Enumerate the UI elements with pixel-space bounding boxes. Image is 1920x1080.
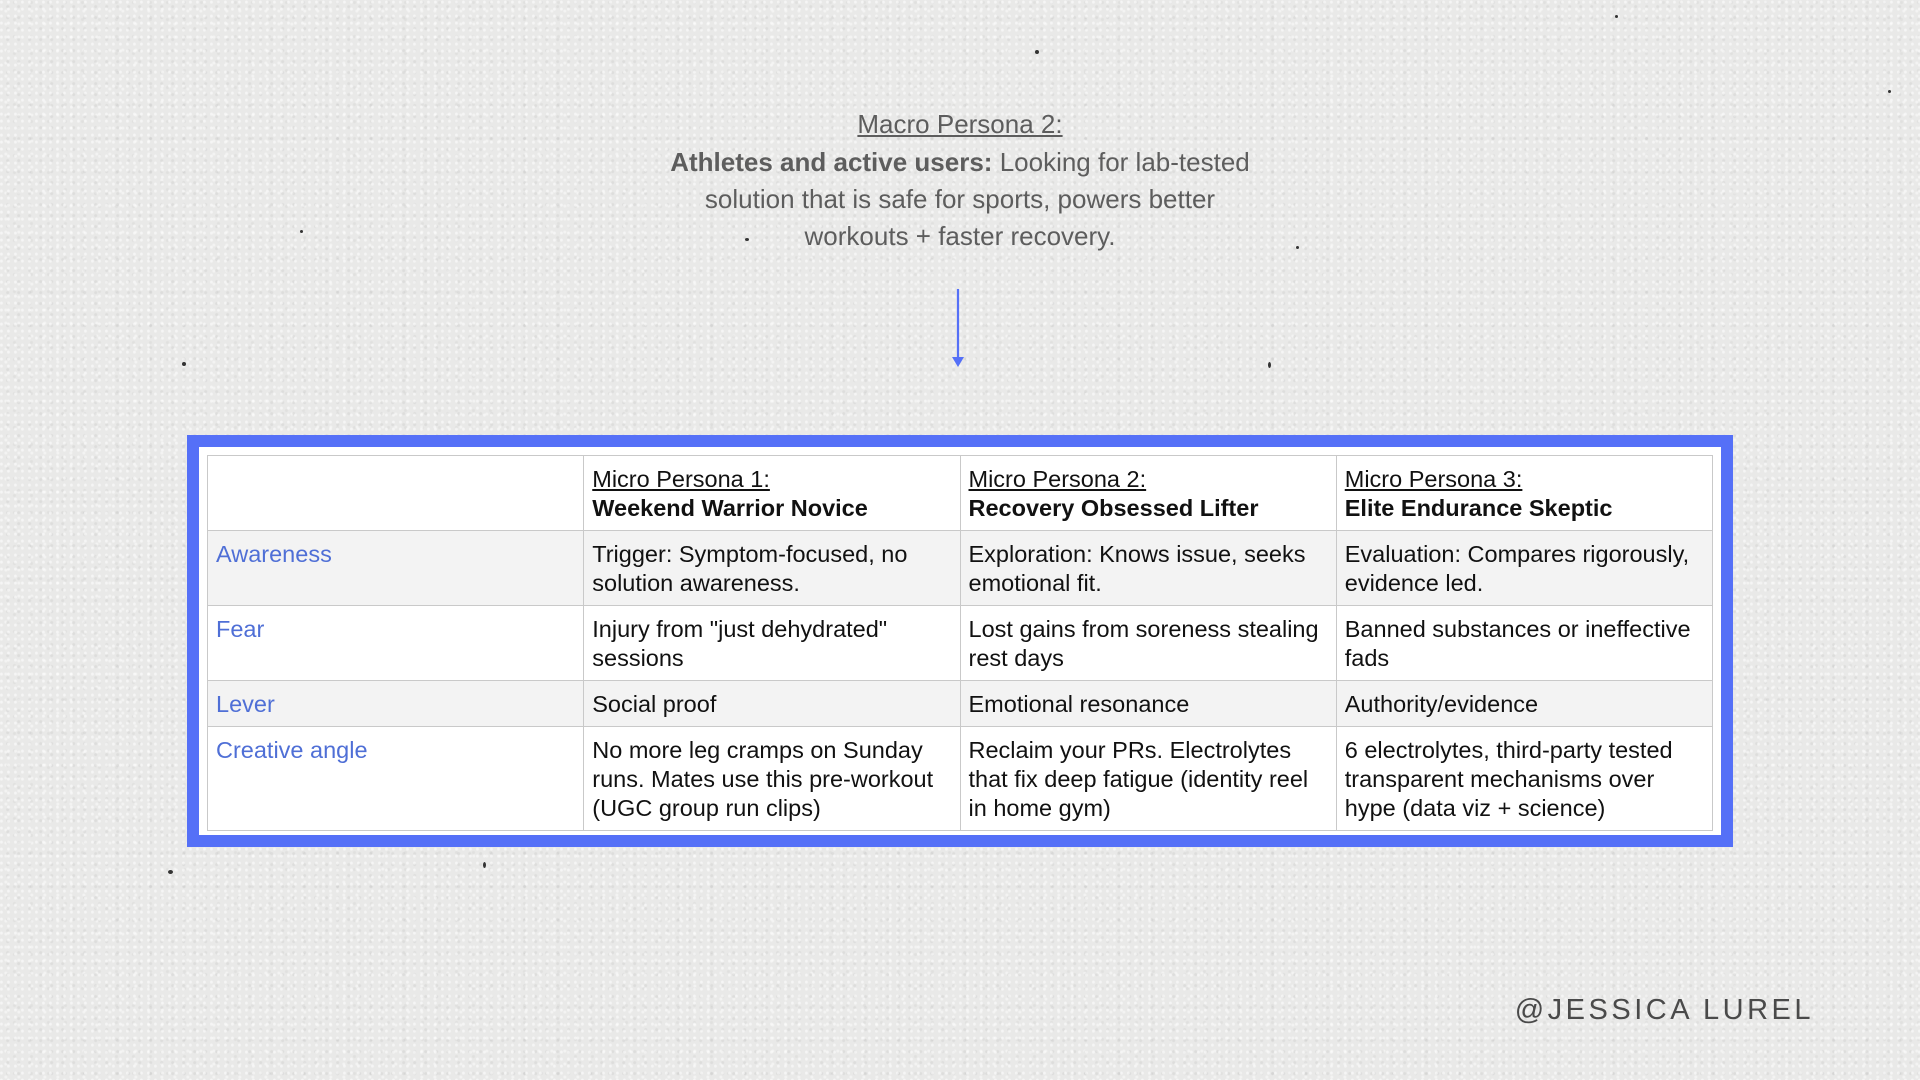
table-header-empty-cell bbox=[208, 456, 584, 531]
header-persona-number: Micro Persona 1: bbox=[592, 466, 770, 492]
table-row-creative-angle bbox=[208, 727, 1713, 831]
table-cell: Reclaim your PRs. Electrolytes that fix deep fatigue (identity reel in home gym) bbox=[960, 727, 1336, 831]
table-row-lever bbox=[208, 681, 1713, 727]
macro-persona-block bbox=[660, 106, 1260, 255]
table-header-row bbox=[208, 456, 1713, 531]
macro-persona-description-block bbox=[660, 144, 1260, 255]
header-persona-name: Elite Endurance Skeptic bbox=[1344, 495, 1613, 521]
table-cell: Banned substances or ineffective fads bbox=[1336, 606, 1712, 681]
table-cell: Lost gains from soreness stealing rest days bbox=[960, 606, 1336, 681]
table-cell: Social proof bbox=[584, 681, 960, 727]
paper-speck bbox=[182, 362, 186, 366]
header-persona-number: Micro Persona 3: bbox=[1344, 466, 1523, 492]
table-header-cell-persona-2 bbox=[960, 456, 1336, 531]
row-label-creative-angle: Creative angle bbox=[208, 727, 584, 831]
header-persona-name: Recovery Obsessed Lifter bbox=[968, 495, 1259, 521]
table-cell: Emotional resonance bbox=[960, 681, 1336, 727]
paper-speck bbox=[1035, 50, 1039, 54]
paper-speck bbox=[1268, 362, 1271, 368]
table-cell: Authority/evidence bbox=[1336, 681, 1712, 727]
macro-persona-label: Athletes and active users: bbox=[670, 147, 993, 177]
table-row-awareness bbox=[208, 531, 1713, 606]
table-row-fear bbox=[208, 606, 1713, 681]
table-header-cell-persona-1 bbox=[584, 456, 960, 531]
author-handle: @JESSICA LUREL bbox=[1514, 994, 1814, 1026]
paper-speck bbox=[1888, 90, 1891, 93]
table-cell: Trigger: Symptom-focused, no solution awareness. bbox=[584, 531, 960, 606]
table-cell: Injury from "just dehydrated" sessions bbox=[584, 606, 960, 681]
persona-table-frame bbox=[187, 435, 1733, 847]
table-cell: Evaluation: Compares rigorously, evidence led. bbox=[1336, 531, 1712, 606]
row-label-fear: Fear bbox=[208, 606, 584, 681]
macro-persona-title: Macro Persona 2: bbox=[857, 109, 1063, 139]
paper-speck bbox=[300, 230, 303, 233]
paper-speck bbox=[483, 862, 486, 868]
table-cell: No more leg cramps on Sunday runs. Mates use this pre-workout (UGC group run clips) bbox=[584, 727, 960, 831]
down-arrow-icon bbox=[950, 287, 966, 369]
table-cell: Exploration: Knows issue, seeks emotional fit. bbox=[960, 531, 1336, 606]
row-label-awareness: Awareness bbox=[208, 531, 584, 606]
row-label-lever: Lever bbox=[208, 681, 584, 727]
header-persona-number: Micro Persona 2: bbox=[968, 466, 1147, 492]
table-cell: 6 electrolytes, third-party tested transparent mechanisms over hype (data viz + science) bbox=[1336, 727, 1712, 831]
paper-speck bbox=[168, 870, 173, 874]
paper-speck bbox=[1615, 15, 1618, 18]
table-header-cell-persona-3 bbox=[1336, 456, 1712, 531]
persona-table bbox=[207, 455, 1713, 831]
paper-speck bbox=[1296, 246, 1299, 249]
header-persona-name: Weekend Warrior Novice bbox=[592, 495, 868, 521]
macro-persona-description: Looking for lab-tested solution that is safe for sports, powers better workouts + faster recovery. bbox=[704, 147, 1250, 251]
